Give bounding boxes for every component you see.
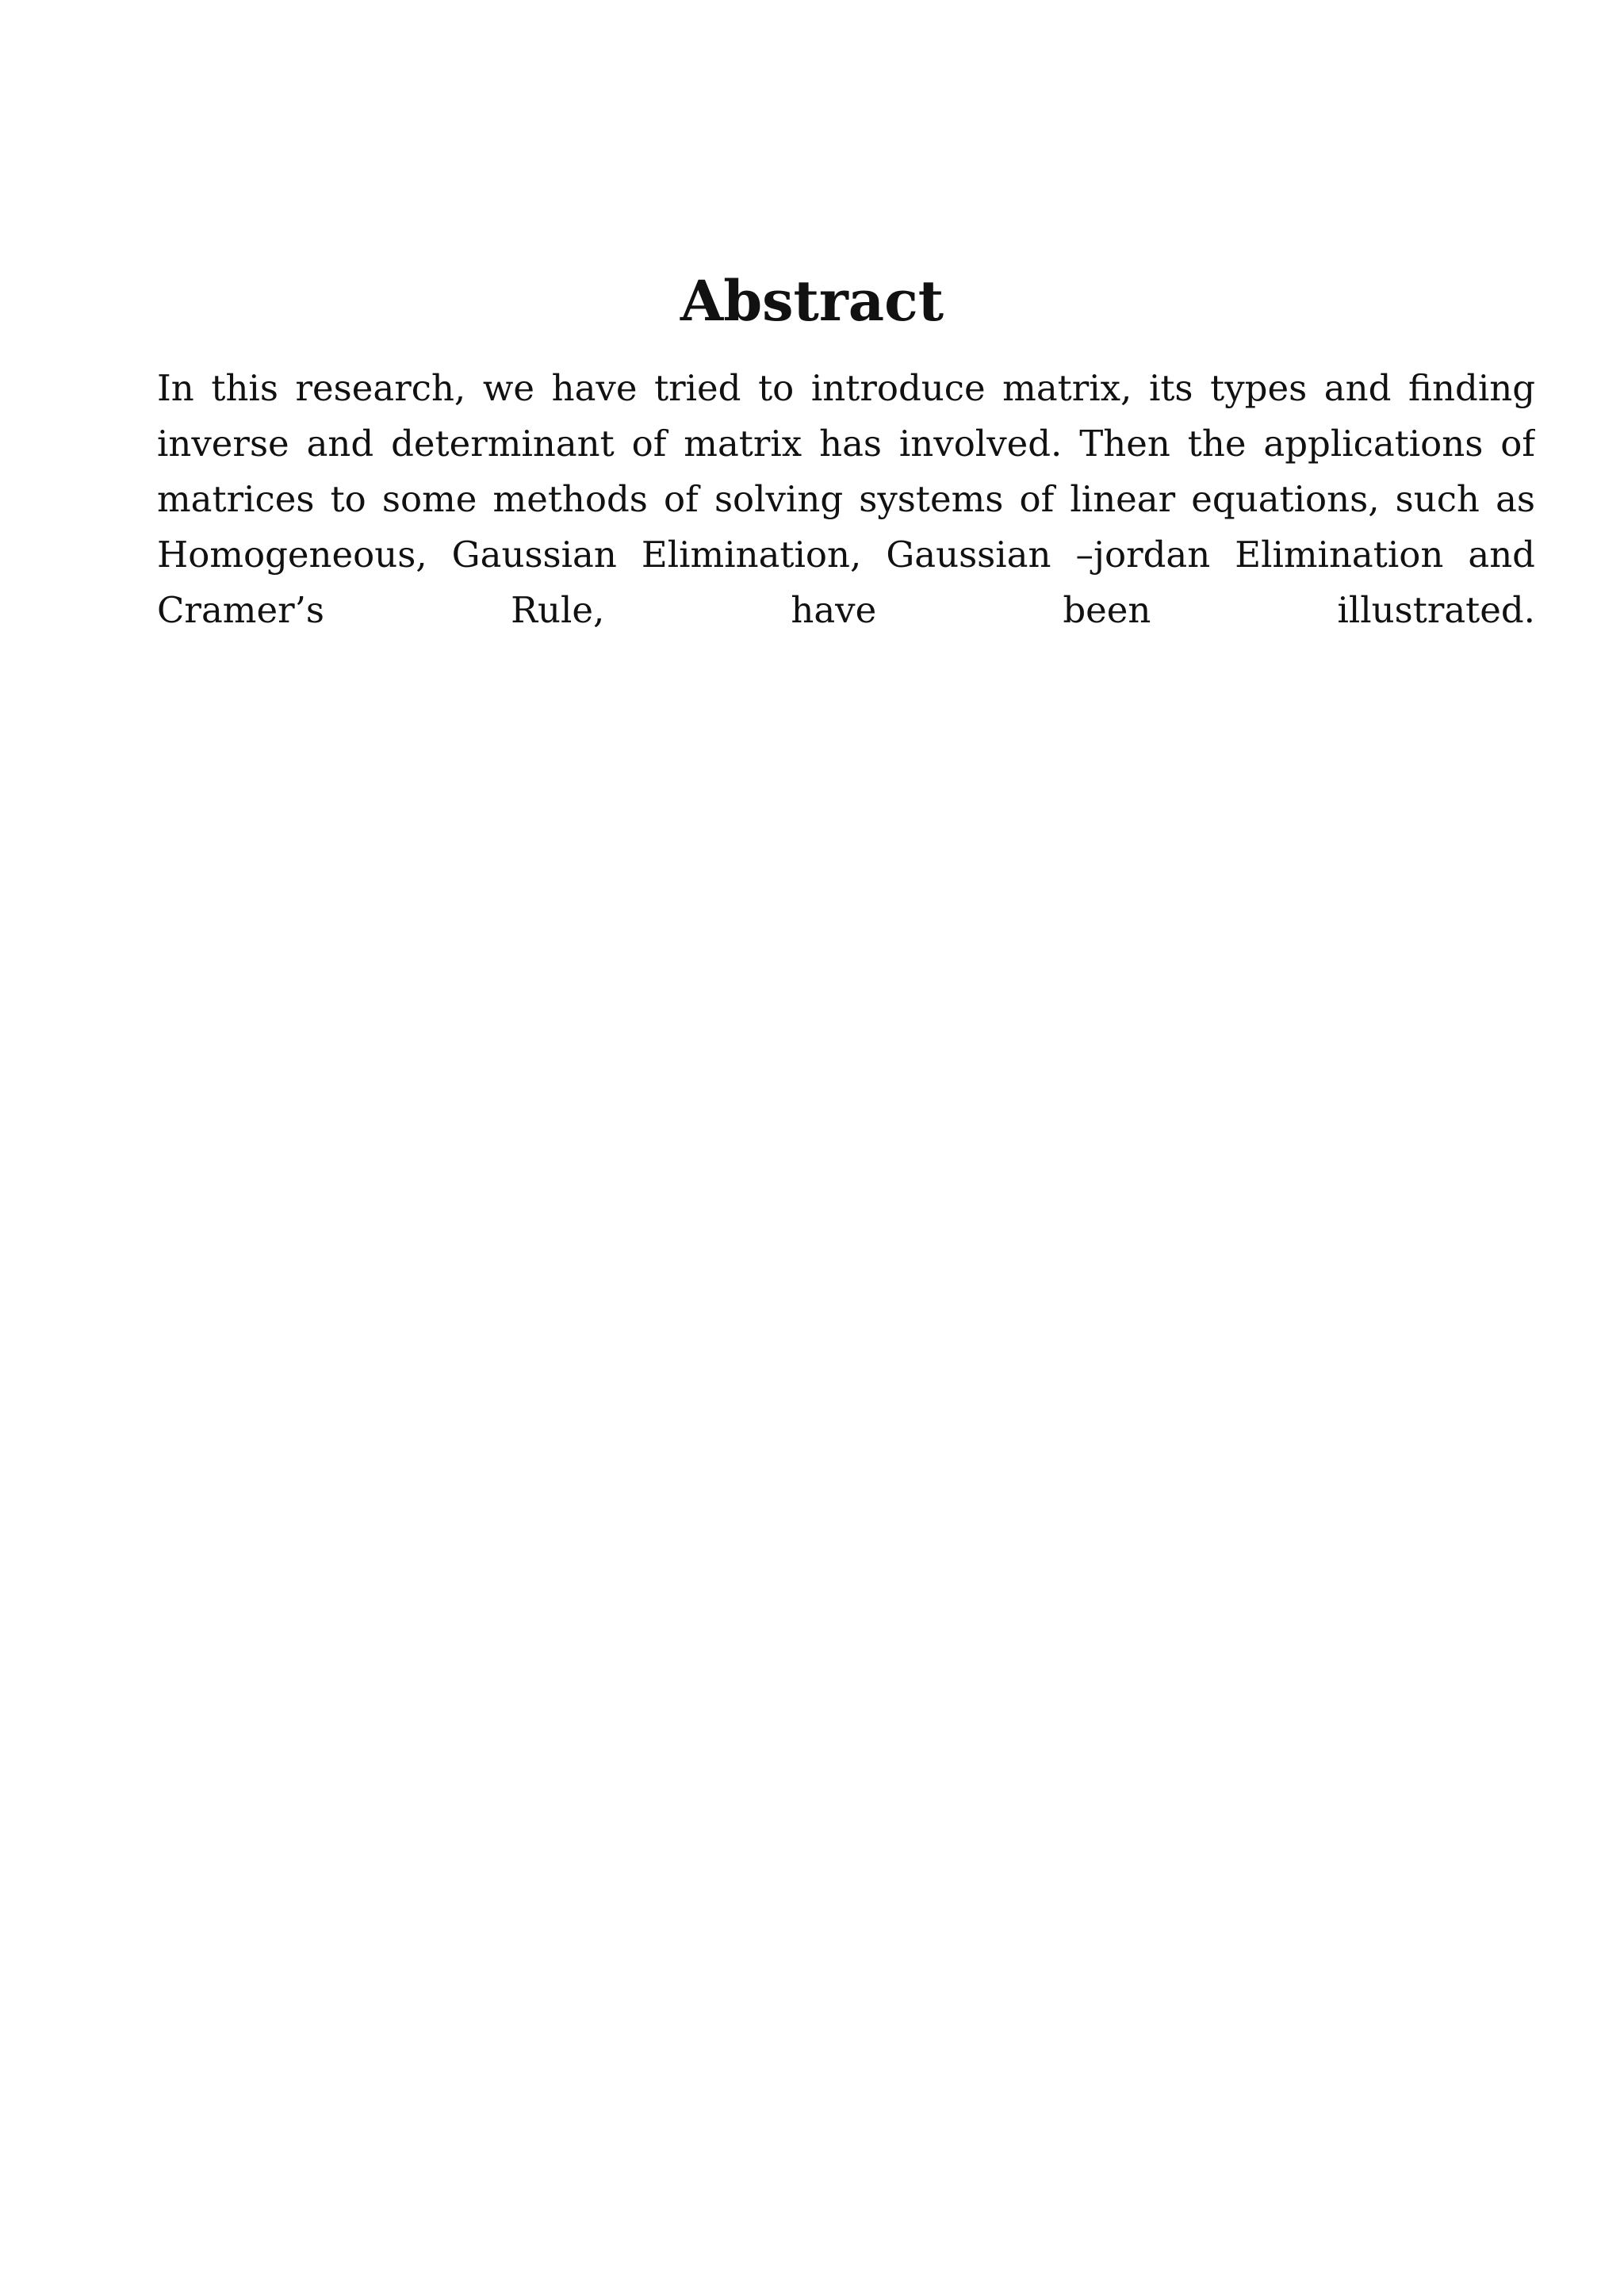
abstract-line: Cramer’s Rule, have been illustrated. — [157, 589, 1535, 631]
abstract-line: Homogeneous, Gaussian Elimination, Gaussian –jordan Elimination and — [157, 534, 1535, 576]
abstract-title: Abstract — [680, 268, 944, 334]
abstract-line: inverse and determinant of matrix has involved. Then the applications of — [157, 423, 1535, 465]
abstract-body — [157, 361, 1535, 638]
abstract-line: matrices to some methods of solving systems of linear equations, such as — [157, 478, 1535, 520]
abstract-line: In this research, we have tried to introduce matrix, its types and finding — [157, 367, 1535, 409]
